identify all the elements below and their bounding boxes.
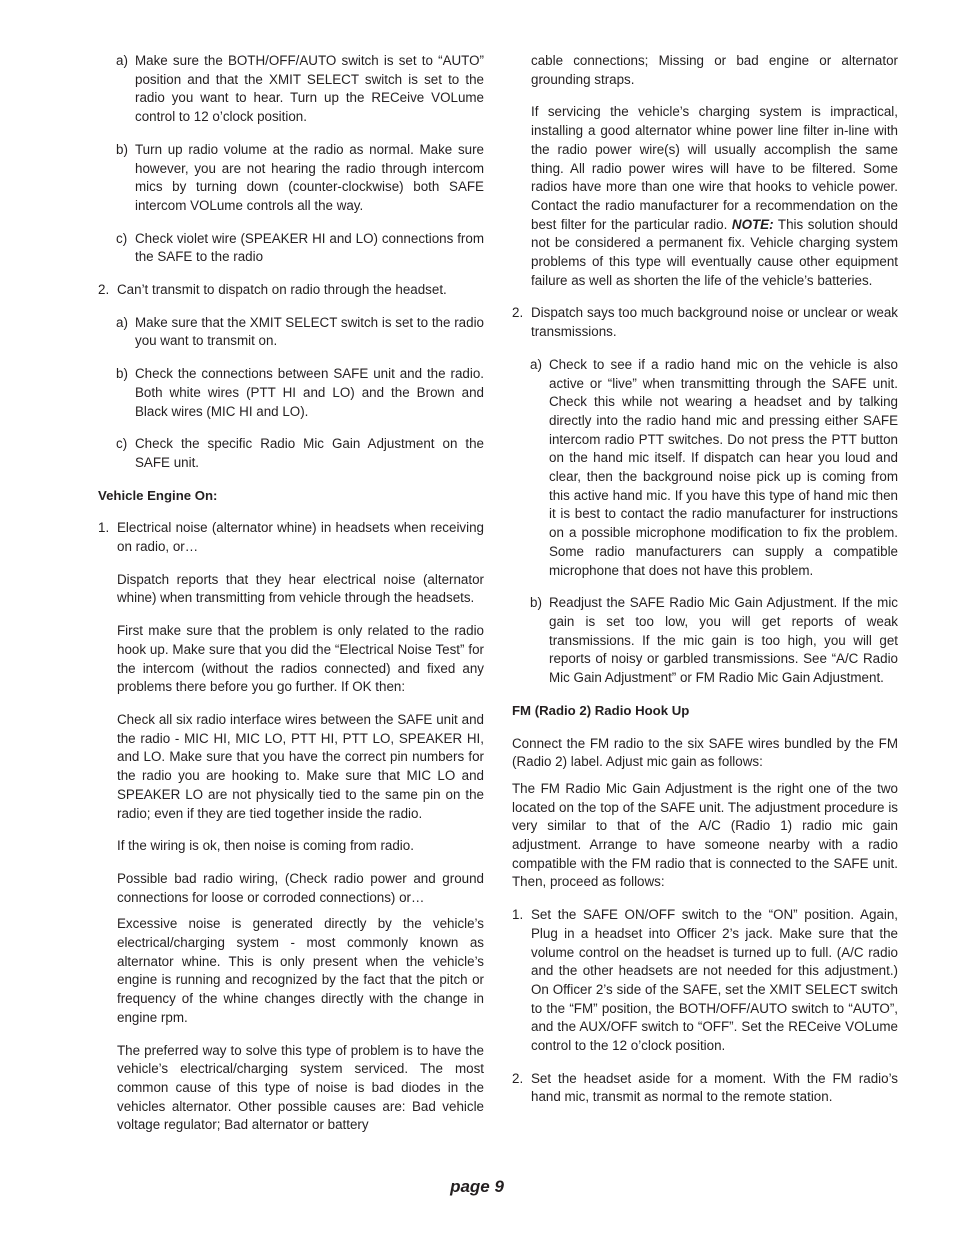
list-item <box>98 365 484 421</box>
list-item <box>98 435 484 472</box>
list-text: Check the connections between SAFE unit and the radio. Both white wires (PTT HI and LO) and the Brown and Black wires (MIC HI and LO). <box>135 366 484 419</box>
list-item <box>98 519 484 556</box>
list-item <box>512 594 898 688</box>
paragraph-text: This solution should not be considered a permanent fix. Vehicle charging system problems of this type will eventually cause other equipment failure as well as shorten the life of the vehicle’s batteries. <box>531 216 898 288</box>
list-item <box>98 314 484 351</box>
paragraph: First make sure that the problem is only related to the radio hook up. Make sure that you did the “Electrical Noise Test” for the intercom (without the radios connected) and fixed any problems there before you go further. If OK then: <box>117 623 484 695</box>
list-text: Dispatch says too much background noise or unclear or weak transmissions. <box>531 305 898 340</box>
list-marker: b) <box>116 366 128 382</box>
paragraph: cable connections; Missing or bad engine or alternator grounding straps. <box>531 53 898 87</box>
paragraph: Connect the FM radio to the six SAFE wires bundled by the FM (Radio 2) label. Adjust mic gain as follows: <box>512 735 898 770</box>
list-marker: a) <box>116 53 128 68</box>
list-marker: 2. <box>512 305 524 321</box>
list-item <box>98 230 484 267</box>
list-marker: b) <box>116 141 128 157</box>
paragraph <box>512 103 898 290</box>
list-marker: 2. <box>98 282 110 298</box>
list-item <box>98 281 484 300</box>
list-item <box>512 356 898 580</box>
list-marker: c) <box>116 436 128 452</box>
paragraph: If the wiring is ok, then noise is coming from radio. <box>117 838 414 854</box>
page-number: page 9 <box>450 1177 504 1196</box>
list-item <box>512 304 898 341</box>
paragraph: Possible bad radio wiring, (Check radio power and ground connections for loose or corroded connections) or… <box>117 870 484 905</box>
list-item <box>512 1070 898 1107</box>
list-marker: 2. <box>512 1070 524 1086</box>
paragraph: The FM Radio Mic Gain Adjustment is the right one of the two located on the top of the SAFE unit. The adjustment procedure is very similar to that of the A/C (Radio 1) radio mic gain adjustment. Arrange to have someone nearby with a radio compatible with the FM radio that is connected to the SAFE unit. Then, proceed as follows: <box>512 780 898 890</box>
list-text: Set the SAFE ON/OFF switch to the “ON” position. Again, Plug in a headset into Officer 2’s jack. Make sure that the volume control on the headset is turned up to full. (A/C radio and the other headsets are not needed for this adjustment.) On Officer 2’s side of the SAFE, set the XMIT SELECT switch to the “FM” position, the BOTH/OFF/AUTO switch to “AUTO”, and the AUX/OFF switch to “OFF”. Set the RECeive VOLume control to the 12 o’clock position. <box>531 907 898 1054</box>
list-item <box>98 52 484 127</box>
list-text: Make sure the BOTH/OFF/AUTO switch is set to “AUTO” position and that the XMIT SELECT switch is set to the radio you want to hear. Turn up the RECeive VOLume control to 12 o’clock position. <box>135 53 484 125</box>
list-text: Make sure that the XMIT SELECT switch is set to the radio you want to transmit on. <box>135 314 484 349</box>
list-item <box>98 141 484 216</box>
list-marker: a) <box>116 314 128 330</box>
list-text: Check violet wire (SPEAKER HI and LO) connections from the SAFE to the radio <box>135 230 484 265</box>
section-heading: FM (Radio 2) Radio Hook Up <box>512 702 690 718</box>
section-heading: Vehicle Engine On: <box>98 487 218 503</box>
list-marker: 1. <box>98 520 110 536</box>
list-marker: c) <box>116 230 128 246</box>
right-column <box>512 52 898 1107</box>
list-marker: a) <box>530 356 542 372</box>
list-text: Check to see if a radio hand mic on the vehicle is also active or “live” when transmitting through the SAFE unit. Check this while not wearing a headset and by talking directly into the radio hand mic and pressing either SAFE intercom radio PTT switches. Do not press the PTT button on the hand mic itself. If dispatch can hear you loud and clear, then the background noise pick up is coming from this active hand mic. If you have this type of hand mic then it is best to contact the radio manufacturer for instructions on a possible microphone modification to fix the problem. Some radio manufacturers can supply a compatible microphone that does not have this problem. <box>549 356 898 578</box>
paragraph: Excessive noise is generated directly by the vehicle’s electrical/charging system - most commonly known as alternator whine. This is only present when the vehicle’s engine is running and recognized by the fact that the pitch or frequency of the whine changes directly with the change in engine rpm. <box>117 916 484 1025</box>
paragraph: The preferred way to solve this type of problem is to have the vehicle’s electrical/charging system serviced. The most common cause of this type of noise is bad diodes in the vehicles alternator. Other possible causes are: Bad vehicle voltage regulator; Bad alternator or battery <box>117 1042 484 1133</box>
list-text: Set the headset aside for a moment. With the FM radio’s hand mic, transmit as normal to the remote station. <box>531 1070 898 1105</box>
list-text: Readjust the SAFE Radio Mic Gain Adjustment. If the mic gain is set too low, you will get reports of weak transmissions. If the mic gain is too high, you will get reports of noisy or garbled transmissions. See “A/C Radio Mic Gain Adjustment” or FM Radio Mic Gain Adjustment. <box>549 595 898 686</box>
paragraph: Dispatch reports that they hear electrical noise (alternator whine) when transmitting from vehicle through the headsets. <box>117 571 484 606</box>
note-label: NOTE: <box>731 216 774 232</box>
paragraph: Check all six radio interface wires between the SAFE unit and the radio - MIC HI, MIC LO, PTT HI, PTT LO, SPEAKER HI, and LO. Make sure that you have the correct pin numbers for the radio you are hooking to. Make sure that MIC LO and SPEAKER LO are not physically tied to the same pin on the radio; even if they are tied together inside the radio. <box>117 711 484 821</box>
list-marker: b) <box>530 595 542 611</box>
list-marker: 1. <box>512 907 524 923</box>
list-text: Electrical noise (alternator whine) in headsets when receiving on radio, or… <box>117 520 484 555</box>
list-text: Check the specific Radio Mic Gain Adjustment on the SAFE unit. <box>135 436 484 470</box>
list-item <box>512 906 898 1056</box>
paragraph-text: If servicing the vehicle’s charging system is impractical, installing a good alternator whine power line filter in-line with the radio power wire(s) will usually accomplish the same thing. All radio power wires will have to be filtered. Some radios have more than one wire that hooks to vehicle power. Contact the radio manufacturer for a recommendation on the best filter for the particular radio. <box>531 104 898 232</box>
left-column <box>98 52 484 1135</box>
list-text: Can’t transmit to dispatch on radio through the headset. <box>117 282 447 298</box>
list-text: Turn up radio volume at the radio as normal. Make sure however, you are not hearing the radio through intercom mics by turning down (counter-clockwise) both SAFE intercom VOLume controls all the way. <box>135 141 484 213</box>
